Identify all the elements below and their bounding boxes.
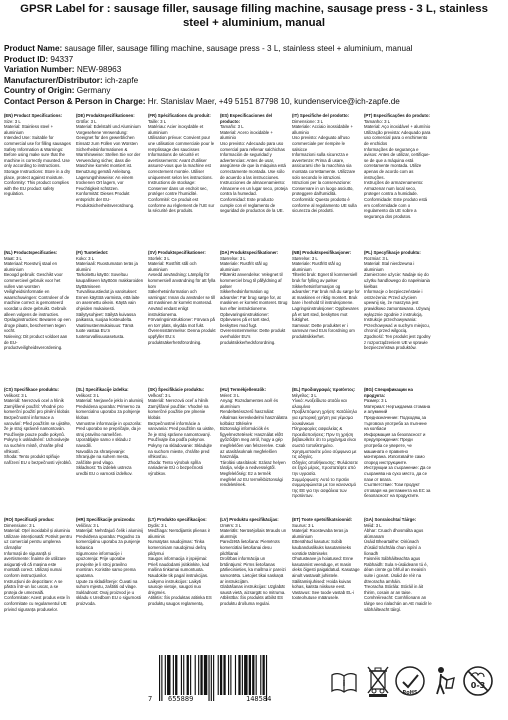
language-block	[434, 516, 506, 646]
barcode-bar	[204, 655, 207, 695]
language-block-body: Velikost: 3 L Materiál: Nerezová ocel a hliník Zamýšlené použití: Vhodné pro komerční použití pro plnění klobás Bezpečnostní informace a varování: Před použitím se ujistěte, že je stroj správně namontován. Používejte pouze podle pokynů. Pokyny k uskladnění: Uchovávejte na suchém místě, chraňte před vlhkostí. Shoda: Tento produkt splňuje nařízení EU o bezpečnosti výrobků.	[4, 392, 72, 465]
barcode-bar	[218, 655, 219, 695]
contact-row: Contact Person & Person in Charge: Hr. Stanislav Maer, +49 5151 87798 10, kundenservice@ich-zapfe.de	[4, 96, 400, 106]
language-block-body: Μέγεθος: 3 L Υλικό: Ανοξείδωτο ατσάλι και αλουμίνιο Προβλεπόμενη χρήση: Κατάλληλο για εμπορική χρήση για γέμισμα λουκάνικων Πληροφορίες ασφαλείας & προειδοποιήσεις: Πριν τη χρήση βεβαιωθείτε ότι το μηχάνημα είναι σωστά τοποθετημένο. Χρησιμοποιείτε μόνο σύμφωνα με τις οδηγίες. Οδηγίες αποθήκευσης: Φυλάσσετε σε ξηρό μέρος, προστατέψτε από την υγρασία. Συμμόρφωση: Αυτό το προϊόν συμμορφώνεται με τον κανονισμό της ΕΕ για την ασφάλεια των προϊόντων.	[292, 392, 359, 499]
language-block-heading: (NB) Produktspesifikasjoner:	[292, 250, 352, 255]
barcode-left-digits: 655889	[168, 695, 194, 703]
age-warning-icon	[462, 665, 494, 697]
barcode-right-digits: 148584	[246, 695, 272, 703]
barcode-bar	[200, 655, 202, 695]
language-block	[434, 249, 506, 386]
language-block-body: Rozmiar: 3 L Materiał: Stal nierdzewna i aluminium Zamierzone użycie: Nadaje się do użytku handlowego do napełniania kiełbas Informacje o bezpieczeństwie i ostrzeżenia: Przed użyciem upewnij się, że maszyna jest prawidłowo zamontowana. Używaj wyłącznie zgodnie z instrukcją. Instrukcje przechowywania: Przechowywać w suchym miejscu, chronić przed wilgocią. Zgodność: Ten produkt jest zgodny z rozporządzeniem UE w sprawie bezpieczeństwa produktów.	[364, 255, 431, 351]
barcode-bar	[223, 655, 225, 695]
product-name-row: Product Name: sausage filler, sausage filling machine, sausage press - 3 L, stainless steel + aluminium, manual	[4, 44, 413, 53]
language-block	[146, 516, 218, 646]
language-block-heading: (DA) Produktspecifikationer:	[220, 250, 279, 255]
language-block	[362, 516, 434, 646]
language-block	[218, 249, 290, 386]
language-block	[434, 386, 506, 516]
language-block	[74, 249, 146, 386]
barcode-bar	[175, 655, 177, 695]
label-title: GPSR Label for : sausage filler, sausage filling machine, sausage press - 3 L, stainless steel + aluminium, manual	[20, 3, 488, 29]
language-block-body: Méret: 3 L Anyag: Rozsdamentes acél és alumínium Rendeltetésszerű használat: Alkalmas kereskedelmi használatra kolbász töltésére Biztonsági információk és figyelmeztetések: Használat előtt győződjön meg arról, hogy a gép megfelelően van felszerelve. Csak az utasításoknak megfelelően használja. Tárolási utasítások: Száraz helyen tárolja, védje a nedvességtől. Megfelelőség: Ez a termék megfelel az EU termékbiztonsági rendeletének.	[220, 392, 288, 488]
weee-bin-icon	[366, 665, 390, 697]
language-block	[74, 386, 146, 516]
barcode-bar	[183, 655, 184, 695]
language-block-heading: (LT) Produkto specifikacijos:	[148, 517, 207, 522]
barcode-bar	[252, 655, 254, 695]
barcode-bar	[159, 655, 160, 701]
barcode-bar	[211, 655, 212, 701]
language-block-body: Размер: 3 L Материал: Неръждаема стомана и алуминий Предназначение: Подходящ за търговска употреба за пълнене на колбаси Информация за безопасност и предупреждения: Преди употреба се уверете, че машината е правилно монтирана. Използвайте само според инструкциите. Инструкции за съхранение: Да се съхранява на сухо място, да се пази от влага. Съответствие: Този продукт отговаря на регламента на ЕС за безопасност на продуктите.	[364, 398, 432, 499]
language-block	[146, 112, 218, 249]
barcode-bar	[242, 655, 243, 695]
barcode-bar	[187, 655, 189, 695]
language-block-body: Maat: 3 L Materiaal: Roestvrij staal en aluminium Beoogd gebruik: Geschikt voor commercieel gebruik voor het vullen van worsten Veiligheidsinformatie en waarschuwingen: Controleer of de machine correct is gemonteerd voordat u deze gebruikt. Gebruik alleen volgens de instructies. Opslaginstructies: Bewaren op een droge plaats, beschermen tegen vocht. Naleving: Dit product voldoet aan de EU-productveiligheidsverordening.	[4, 255, 71, 351]
language-block-body: Tamanho: 3 L Material: Aço inoxidável + alumínio Utilização prevista: Adequado para uso comercial para o enchimento de enchidos Informações de segurança e avisos: Antes de utilizar, certifique-se de que a máquina está corretamente montada. Utilize apenas de acordo com as instruções. Instruções de armazenamento: Armazenar num local seco, proteger contra a humidade. Conformidade: Este produto está em conformidade com o regulamento da UE sobre a segurança dos produtos.	[364, 118, 431, 219]
language-block-body: Tamaño: 3 L Material: Acero inoxidable + aluminio Uso previsto: Adecuado para uso comercial para rellenar salchichas Información de seguridad y advertencias: Antes de usar, asegúrese de que la máquina está correctamente montada. Use sólo de acuerdo a las instrucciones. Instrucciones de almacenamiento: Almacene en un lugar seco, proteja contra la humedad. Conformidad: Este producto cumple con el reglamento de seguridad de productos de la UE.	[220, 124, 288, 214]
barcode-bar	[230, 655, 231, 695]
barcode-bar	[228, 655, 229, 695]
language-block-body: Izmērs: 3 L Materiāls: Nerūsējošais tērauds un alumīnijs Paredzētā lietošana: Piemērots komerciālai lietošanai desu pildīšanai Drošības informācija un brīdinājumi: Pirms lietošanas pārliecinieties, ka mašīna ir pareizi samontēta. Lietojiet tikai saskaņā ar instrukcijām. Glabāšanas instrukcijas: Uzglabāt sausā vietā, aizsargāt no mitruma. Atbilstība: Šis produkts atbilst ES produktu drošuma regulai.	[220, 522, 287, 606]
language-block-heading: (BG) Спецификации на продукта:	[364, 387, 413, 398]
language-block-body: Suurus: 3 L Materjal: Roostevaba teras ja alumiinium Ettenähtud kasutus: Sobib kaubanduslikuks kasutamiseks vorstide täitmiseks Ohutusteave ja hoiatused: Enne kasutamist veenduge, et masin oleks õigesti paigaldatud. Kasutage ainult vastavalt juhistele. Säilitamisjuhised: Hoida kuivas kohas, kaitsta niiskuse eest. Vastavus: See toode vastab EL-i tooteohutuse määrusele.	[292, 522, 360, 601]
language-block-body: Dydis: 3 L Medžiaga: Nerūdijantis plienas ir aliuminis Numatytas naudojimas: Tinka komerciniam naudojimui dešrų pildymui Saugos informacija ir įspėjimai: Prieš naudodami įsitikinkite, kad mašina tinkamai sumontuota. Naudokite tik pagal instrukcijas. Laikymo instrukcijos: Laikyti sausoje vietoje, saugoti nuo drėgmės. Atitiktis: Šis produktas atitinka ES produktų saugos reglamentą.	[148, 522, 212, 606]
rohs-icon	[394, 665, 426, 697]
language-block-body: Size: 3 L Material: Stainless steel + aluminium Intended Use: Suitable for commercial use for filling sausages Safety Information & Warnings: Before using make sure that the machine is correctly mounted. Use only according to instructions. Storage Instructions: Store in a dry place, protect against moisture. Conformity: This product complies with the EU product safety regulation.	[4, 118, 71, 197]
barcode-bar	[161, 655, 162, 701]
language-block-heading: (ES) Especificaciones del producto:	[220, 113, 273, 124]
barcode-bar	[249, 655, 251, 695]
language-block-heading: (RO) Specificații produs:	[4, 517, 55, 522]
language-block-body: Größe: 3 L Material: Edelstahl und Aluminium Vorgesehene Verwendung: Geeignet für den gewerblichen Einsatz zum Füllen von Würsten Sicherheitsinformationen & Warnhinweise: Stellen Sie vor der Verwendung sicher, dass die Maschine korrekt montiert ist. Benutzung gemäß Anleitung. Lagerungshinweise: An einem trockenen Ort lagern, vor Feuchtigkeit schützen. Konformität: Dieses Produkt entspricht der EU-Produktsicherheitsverordnung.	[76, 118, 141, 208]
language-block-body: Storlek: 3 L Material: Rostfritt stål och aluminium Avsedd användning: Lämplig för kommersiell användning för att fylla korv Säkerhetsinformation och varningar: Innan du använder se till att maskinen är korrekt monterad. Använd endast enligt instruktionerna. Förvaringsinstruktioner: Förvara på en torr plats, skydda mot fukt. Överensstämmelse: Denna produkt uppfyller EU:s produktsäkerhetsförordning.	[148, 255, 216, 345]
language-block-heading: (DE) Produktspezifikationen:	[76, 113, 135, 118]
language-block	[218, 516, 290, 646]
barcode-bar	[208, 655, 209, 701]
language-block-heading: (CS) Specifikace produktu:	[4, 387, 59, 392]
variation-number-row: Variation Number: NEW-98963	[4, 65, 122, 75]
language-block	[362, 249, 434, 386]
language-block-body: Dimensione: 3 L Materiale: Acciaio inossidabile + alluminio Uso previsto: Adeguato all'uso commerciale per riempire le salsicce Informazioni sulla sicurezza e avvertenze: Prima di usare, assicurarsi che la macchina sia montata correttamente. Utilizzare solo secondo le istruzioni. Istruzioni per la conservazione: Conservare in un luogo asciutto, proteggere dall'umidità. Conformità: Questo prodotto è conforme al regolamento UE sulla sicurezza dei prodotti.	[292, 118, 357, 214]
svg-text:RoHS: RoHS	[402, 690, 418, 696]
language-block-heading: (SL) Specifikacije izdelka:	[76, 387, 129, 392]
barcode-lead-digit: 7	[148, 695, 153, 703]
language-grid	[2, 112, 506, 646]
product-info	[4, 44, 504, 108]
manufacturer-row: Manufacturer/Distributor: ich-zapfe	[4, 75, 139, 85]
language-block-heading: (PL) Specyfikacje produktu:	[364, 250, 421, 255]
language-block-heading: (FR) Spécifications du produit:	[148, 113, 211, 118]
barcode-bar	[173, 655, 174, 695]
language-block	[290, 112, 362, 249]
language-block	[290, 249, 362, 386]
language-block-body: Størrelse: 3 L Materiale: Rustfrit stål og aluminium Påtænkt anvendelse: Velegnet til kommerciel brug til påfyldning af pølser Sikkerhedsinformation og advarsler: Før brug sørge for, at maskinen er korrekt monteret. Brug kun efter instruktionerne. Opbevaringsinstruktioner: Opbevares på et tørt sted, beskyttes mod fugt. Overensstemmelse: Dette produkt overholder EU's produktsikkerhedsforordning.	[220, 255, 288, 345]
language-block	[74, 516, 146, 646]
language-block	[74, 112, 146, 249]
language-block	[2, 386, 74, 516]
barcode-bar	[238, 655, 240, 695]
language-block	[2, 112, 74, 249]
language-block-heading: (IT) Specifiche del prodotto:	[292, 113, 350, 118]
barcode-bar	[213, 655, 214, 701]
language-block-body: Velikost: 3 L Material: Nerjaveče jeklo in aluminij Predvidena uporaba: Primerno za komercialno uporabo za polnjenje klobas Varnostne informacije in opozorila: Pred uporabo se prepričajte, da je stroj pravilno nameščen. Uporabljajte samo v skladu z navodili. Navodila za shranjevanje: Shranjujte na suhem mestu, zaščitite pred vlago. Skladnost: Ta izdelek ustreza uredbi EU o varnosti izdelkov.	[76, 392, 144, 476]
barcode-bar	[235, 655, 236, 695]
language-block-body: Koko: 3 L Materiaali: Ruostumaton teräs ja alumiini Tarkoitettu käyttö: Soveltuu kaupalliseen käyttöön makkaroiden täyttämiseen Turvallisuustiedot ja varoitukset: Ennen käyttöä varmista, että laite on asennettu oikein. Käytä vain ohjeiden mukaisesti. Säilytysohjeet: Säilytä kuivassa paikassa, suojaa kosteudelta. Vaatimustenmukaisuus: Tämä tuote vastaa EU:n tuoteturvallisuusasetusta.	[76, 255, 144, 339]
language-block	[2, 516, 74, 646]
barcode-bar	[244, 655, 247, 695]
language-block-body: Størrelse: 3 L Materiale: Rustfritt stål og aluminium Tiltenkt bruk: Egnet til kommersiell bruk for fylling av pølser Sikkerhetsinformasjon og advarsler: Før bruk må du sørge for at maskinen er riktig montert. Bruk bare i henhold til instruksjonene. Lagringsinstruksjoner: Oppbevares på et tørt sted, beskyttes mot fuktighet. Samsvar: Dette produktet er i samsvar med EUs forordning om produktsikkerhet.	[292, 255, 360, 339]
language-block	[290, 386, 362, 516]
language-block-body: Méid: 3 L Ábhar: Cruach dhosmálta agus alúmanam Úsáid Bheartaithe: Oiriúnach d'úsáid tráchtála chun ispíní a líonadh Faisnéis Sábháilteachta agus Rabhaidh: Sula n-úsáideann tú é, déan cinnte go bhfuil an meaisín suite i gceart. Úsáid de réir na dtreoracha amháin. Treoracha Stórála: Stóráil in áit thirim, cosain ar an taise. Comhréireacht: Comhlíonann an táirge seo rialachán an AE maidir le sábháilteacht táirgí.	[364, 522, 432, 612]
barcode-bar	[195, 655, 196, 695]
barcode-bar	[260, 655, 261, 695]
language-block	[362, 386, 434, 516]
barcode-bar	[190, 655, 191, 695]
language-block-heading: (LV) Produktu specifikācijas:	[220, 517, 279, 522]
barcode-bar	[263, 655, 265, 695]
product-id-row: Product ID: 94337	[4, 54, 74, 64]
language-block	[146, 386, 218, 516]
tidyman-icon	[432, 665, 456, 697]
language-block-heading: (HU) Termékjellemzők:	[220, 387, 267, 392]
language-block	[218, 386, 290, 516]
language-block-heading: (PT) Especificações do produto:	[364, 113, 430, 118]
language-block-body: Veľkosť: 3 L Materiál: Nerezová oceľ a hliník Zamýšľané použitie: Vhodné na komerčné použitie pre plnenie klobás Bezpečnostné informácie a varovania: Pred použitím sa uistite, že je stroj správne namontovaný. Používajte iba podľa pokynov. Pokyny na skladovanie: Skladujte na suchom mieste, chráňte pred vlhkosťou. Zhoda: Tento výrobok spĺňa nariadenie EÚ o bezpečnosti výrobkov.	[148, 392, 215, 476]
language-block-heading: (EN) Product Specifications:	[4, 113, 63, 118]
barcode-bar	[165, 655, 166, 695]
age-range-label: 0-3	[470, 681, 486, 690]
language-block-heading: (ET) Toote spetsifikatsioonid:	[292, 517, 353, 522]
barcode-bar	[198, 655, 199, 695]
svg-text:i: i	[342, 679, 346, 688]
language-block-heading: (SK) Špecifikácie produktu:	[148, 387, 205, 392]
language-block-body: Veličina: 3 L Materijal: Nehrđajući čelik i aluminij Predviđena uporaba: Pogodno za komercijalnu uporabu za punjenje kobasica Sigurnosne informacije i upozorenja: Prije uporabe provjerite je li stroj pravilno montiran. Koristite samo prema uputama. Upute za skladištenje: Čuvati na suhom mjestu, zaštititi od vlage. Sukladnost: Ovaj proizvod je u skladu s Uredbom EU o sigurnosti proizvoda.	[76, 522, 143, 606]
language-block	[146, 249, 218, 386]
language-block	[218, 112, 290, 249]
language-block-heading: (HR) Specifikacije proizvoda:	[76, 517, 136, 522]
language-block-heading: (GA) Sonraíochtaí Táirge:	[364, 517, 417, 522]
language-block	[290, 516, 362, 646]
barcode-bar	[181, 655, 182, 695]
language-block	[2, 249, 74, 386]
barcode-bar	[256, 655, 257, 695]
language-block-heading: (SV) Produktspecifikationer:	[148, 250, 206, 255]
language-block-heading: (FI) Tuotetiedot:	[76, 250, 109, 255]
country-row: Country of Origin: Germany	[4, 86, 111, 96]
label-footer	[0, 651, 508, 720]
barcode-bar	[167, 655, 170, 695]
language-block-heading: (EL) Προδιαγραφές προϊόντος:	[292, 387, 356, 392]
barcode-bar	[220, 655, 222, 695]
language-block-body: Dimensiune: 3 L Material: Oțel inoxidabil și aluminiu Utilizare intenționată: Potrivit pentru uz comercial pentru umplerea cârnaților Informații de siguranță și avertismente: Înainte de utilizare asigurați-vă că mașina este montată corect. Utilizați numai conform instrucțiunilor. Instrucțiuni de depozitare: A se păstra într-un loc uscat, a se proteja de umezeală. Conformitate: Acest produs este în conformitate cu regulamentul UE privind siguranța produselor.	[4, 522, 72, 612]
language-block-body: Taille: 3 L Matériau: Acier inoxydable et aluminium Utilisation prévue: Convient pour une utilisation commerciale pour le remplissage des saucisses Informations de sécurité et avertissements: Avant d'utiliser assurez-vous que la machine est correctement montée. Utiliser uniquement selon les instructions. Instructions de stockage: Conserver dans un endroit sec, protéger contre l'humidité. Conformité: Ce produit est conforme au règlement de l'UE sur la sécurité des produits.	[148, 118, 215, 214]
book-manual-icon	[330, 671, 358, 695]
language-block	[362, 112, 434, 249]
language-block-heading: (NL) Productspecificaties:	[4, 250, 58, 255]
language-block	[434, 112, 506, 249]
